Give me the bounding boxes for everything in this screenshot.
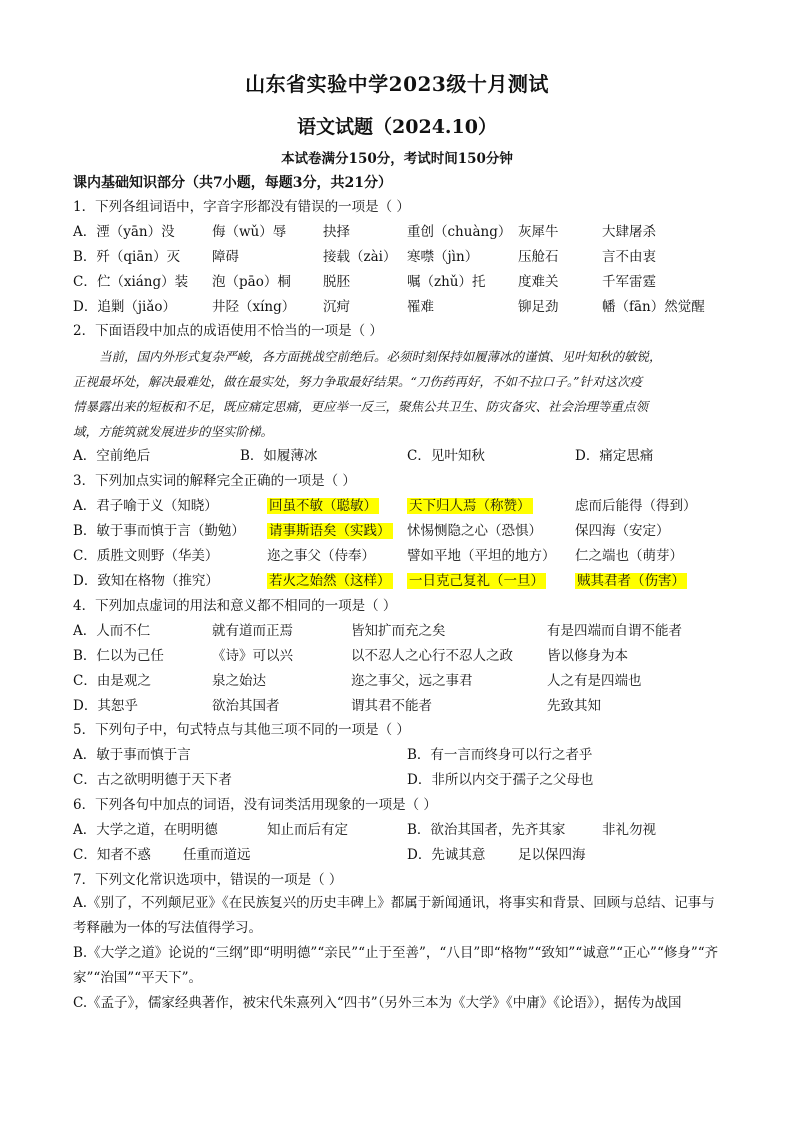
q6-option-d: D．先诚其意 (407, 847, 486, 863)
q4-option-row2-col3 (547, 672, 642, 690)
q2-stem: 2．下面语段中加点的成语使用不恰当的一项是（ ） (73, 323, 383, 339)
q4-option-row2-col2 (351, 672, 473, 690)
q3-option-row3-col0 (73, 572, 219, 590)
option-text: 就有道而正焉 (212, 623, 293, 639)
q4-option-row0-col2 (351, 622, 446, 640)
option-text: 罹难 (407, 299, 434, 315)
option-text: 谓其君不能者 (351, 698, 432, 714)
q3-option-row0-col1 (267, 497, 379, 515)
q1-option-row1-col1 (212, 248, 239, 266)
option-text: 贼其君者（伤害） (577, 573, 685, 589)
q5-option-a: A．敏于事而慎于言 (73, 747, 191, 763)
exam-note: 本试卷满分150分，考试时间150分钟 (281, 151, 513, 167)
q3-option-row3-col2 (407, 572, 546, 590)
q1-option-row0-col4 (518, 223, 559, 241)
option-text: 迩之事父（侍奉） (267, 548, 375, 564)
option-text: 井陉（xíng） (212, 299, 296, 315)
option-text: C．伫（xiáng）装 (73, 274, 189, 290)
option-text: A．君子喻于义（知晓） (73, 498, 218, 514)
q7-option-b: B.《大学之道》论说的“三纲”即“明明德”“亲民”“止于至善”，“八目”即“格物”“致知”“诚意”“正心”“修身”“齐家”“治国”“平天下”。 (73, 945, 719, 986)
q5-stem: 5．下列句子中，句式特点与其他三项不同的一项是（ ） (73, 722, 410, 738)
option-text: 侮（wǔ）辱 (212, 224, 287, 240)
option-text: 沉疴 (323, 299, 350, 315)
q7-stem: 7．下列文化常识选项中，错误的一项是（ ） (73, 872, 343, 888)
q4-stem: 4．下列加点虚词的用法和意义都不相同的一项是（ ） (73, 598, 397, 614)
option-text: B．敏于事而慎于言（勤勉） (73, 523, 245, 539)
option-text: 人之有是四端也 (547, 673, 642, 689)
option-text: A．湮（yān）没 (73, 224, 175, 240)
option-text: 千军雷霆 (602, 274, 656, 290)
q1-stem: 1．下列各组词语中，字音字形都没有错误的一项是（ ） (73, 199, 410, 215)
option-text: 抉择 (323, 224, 350, 240)
passage-line: 正视最坏处，解决最难处，做在最实处，努力争取最好结果。“刀伤药再好，不如不拉口子。”针对这次疫 (73, 374, 643, 389)
option-text: 泉之始达 (212, 673, 266, 689)
option-text: 接载（zài） (323, 249, 397, 265)
q3-option-row3-col1 (267, 572, 393, 590)
q4-option-row1-col2 (351, 647, 513, 665)
option-text: 皆知扩而充之矣 (351, 623, 446, 639)
option-text: 有是四端而自谓不能者 (547, 623, 682, 639)
option-text: 欲治其国者 (212, 698, 280, 714)
q1-option-row2-col5 (602, 273, 656, 291)
option-text: C．由是观之 (73, 673, 151, 689)
option-text: 虑而后能得（得到） (575, 498, 697, 514)
q2-option-b: B．如履薄冰 (240, 448, 318, 464)
q6-option-b: B．欲治其国者，先齐其家 (407, 822, 566, 838)
q5-option-b: B．有一言而终身可以行之者乎 (407, 747, 593, 763)
option-text: 譬如平地（平坦的地方） (407, 548, 556, 564)
q3-option-row0-col3 (575, 497, 697, 515)
q2-passage (73, 344, 726, 444)
option-text: 嘱（zhǔ）托 (407, 274, 486, 290)
q1-option-row2-col3 (407, 273, 486, 291)
q3-option-row2-col1 (267, 547, 375, 565)
q3-option-row0-col0 (73, 497, 218, 515)
option-text: 度难关 (518, 274, 559, 290)
option-text: B．歼（qiān）灭 (73, 249, 181, 265)
option-text: 一日克己复礼（一旦） (409, 573, 544, 589)
q3-option-row1-col1 (267, 522, 393, 540)
q4-option-row3-col2 (351, 697, 432, 715)
q4-option-row0-col0 (73, 622, 150, 640)
option-text: 寒噤（jìn） (407, 249, 479, 265)
option-text: 皆以修身为本 (547, 648, 628, 664)
q2-option-c: C．见叶知秋 (407, 448, 485, 464)
option-text: 《诗》可以兴 (212, 648, 293, 664)
option-text: 幡（fān）然觉醒 (602, 299, 705, 315)
q1-option-row3-col5 (602, 298, 705, 316)
q7-option-c: C.《孟子》，儒家经典著作，被宋代朱熹列入“四书”（另外三本为《大学》《中庸》《论语》），据传为战国 (73, 995, 682, 1011)
q1-option-row1-col2 (323, 248, 396, 266)
q5-option-c: C．古之欲明明德于天下者 (73, 772, 232, 788)
q1-option-row0-col1 (212, 223, 286, 241)
option-text: 脱胚 (323, 274, 350, 290)
option-text: A．人而不仁 (73, 623, 151, 639)
q6-option-c: C．知者不惑 (73, 847, 151, 863)
passage-line: 情暴露出来的短板和不足，既应痛定思痛，更应举一反三，聚焦公共卫生、防灾备灾、社会治理等重点领 (73, 399, 649, 414)
option-text: 保四海（安定） (575, 523, 670, 539)
q6-option-b2: 非礼勿视 (602, 822, 656, 838)
option-text: 障碍 (212, 249, 239, 265)
q3-option-row2-col0 (73, 547, 218, 565)
q6-option-a2: 知止而后有定 (267, 822, 348, 838)
q1-option-row2-col1 (212, 273, 291, 291)
option-text: 先致其知 (547, 698, 601, 714)
q4-option-row2-col0 (73, 672, 151, 690)
q3-option-row1-col2 (407, 522, 542, 540)
option-text: 若火之始然（这样） (269, 573, 391, 589)
exam-subtitle: 语文试题（2024.10） (297, 116, 497, 138)
q3-option-row2-col2 (407, 547, 556, 565)
q1-option-row3-col2 (323, 298, 350, 316)
q1-option-row0-col2 (323, 223, 350, 241)
q1-option-row1-col3 (407, 248, 478, 266)
option-text: 大肆屠杀 (602, 224, 656, 240)
q3-option-row1-col3 (575, 522, 670, 540)
q3-option-row3-col3 (575, 572, 687, 590)
q4-option-row1-col3 (547, 647, 628, 665)
option-text: 铆足劲 (518, 299, 559, 315)
option-text: 压舱石 (518, 249, 559, 265)
option-text: 请事斯语矣（实践） (269, 523, 391, 539)
option-text: 怵惕恻隐之心（恐惧） (407, 523, 542, 539)
option-text: 回虽不敏（聪敏） (269, 498, 377, 514)
option-text: 天下归人焉（称赞） (409, 498, 531, 514)
q1-option-row1-col4 (518, 248, 559, 266)
q1-option-row3-col1 (212, 298, 295, 316)
option-text: 迩之事父，远之事君 (351, 673, 473, 689)
q1-option-row2-col2 (323, 273, 350, 291)
option-text: B．仁以为己任 (73, 648, 164, 664)
q1-option-row3-col0 (73, 298, 176, 316)
q7-option-a: A.《别了，不列颠尼亚》《在民族复兴的历史丰碑上》都属于新闻通讯，将事实和背景、回顾与总结、记事与考释融为一体的写法值得学习。 (73, 895, 715, 936)
option-text: D．追剿（jiǎo） (73, 299, 177, 315)
q3-option-row0-col2 (407, 497, 533, 515)
option-text: 泡（pāo）桐 (212, 274, 291, 290)
q1-option-row0-col3 (407, 223, 511, 241)
q6-option-c2: 任重而道远 (183, 847, 251, 863)
option-text: 以不忍人之心行不忍人之政 (351, 648, 513, 664)
option-text: 仁之端也（萌芽） (575, 548, 683, 564)
q4-option-row1-col0 (73, 647, 164, 665)
q6-option-d2: 足以保四海 (518, 847, 586, 863)
q4-option-row0-col3 (547, 622, 682, 640)
q6-stem: 6．下列各句中加点的词语，没有词类活用现象的一项是（ ） (73, 797, 437, 813)
q1-option-row3-col4 (518, 298, 559, 316)
section-heading: 课内基础知识部分（共7小题，每题3分，共21分） (73, 175, 392, 191)
exam-title: 山东省实验中学2023级十月测试 (245, 72, 549, 96)
option-text: D．致知在格物（推究） (73, 573, 219, 589)
option-text: C．质胜文则野（华美） (73, 548, 219, 564)
q2-option-a: A．空前绝后 (73, 448, 151, 464)
option-text: 灰犀牛 (518, 224, 559, 240)
q5-option-d: D．非所以内交于孺子之父母也 (407, 772, 594, 788)
q1-option-row1-col0 (73, 248, 180, 266)
q4-option-row1-col1 (212, 647, 293, 665)
q4-option-row2-col1 (212, 672, 266, 690)
q2-option-d: D．痛定思痛 (575, 448, 654, 464)
q1-option-row0-col0 (73, 223, 175, 241)
q1-option-row2-col4 (518, 273, 559, 291)
q3-stem: 3．下列加点实词的解释完全正确的一项是（ ） (73, 473, 356, 489)
q1-option-row0-col5 (602, 223, 656, 241)
option-text: D．其恕乎 (73, 698, 138, 714)
q4-option-row3-col3 (547, 697, 601, 715)
q6-option-a: A．大学之道，在明明德 (73, 822, 218, 838)
q4-option-row3-col0 (73, 697, 138, 715)
q1-option-row2-col0 (73, 273, 188, 291)
q1-option-row1-col5 (602, 248, 656, 266)
q3-option-row1-col0 (73, 522, 245, 540)
option-text: 重创（chuàng） (407, 224, 512, 240)
passage-line: 域，方能筑就发展进步的坚实阶梯。 (73, 424, 274, 439)
q4-option-row3-col1 (212, 697, 280, 715)
q4-option-row0-col1 (212, 622, 293, 640)
option-text: 言不由衷 (602, 249, 656, 265)
passage-line: 当前，国内外形式复杂严峻，各方面挑战空前绝后。必须时刻保持如履薄冰的谨慎、见叶知秋的敏锐， (99, 349, 662, 364)
q1-option-row3-col3 (407, 298, 434, 316)
q3-option-row2-col3 (575, 547, 683, 565)
